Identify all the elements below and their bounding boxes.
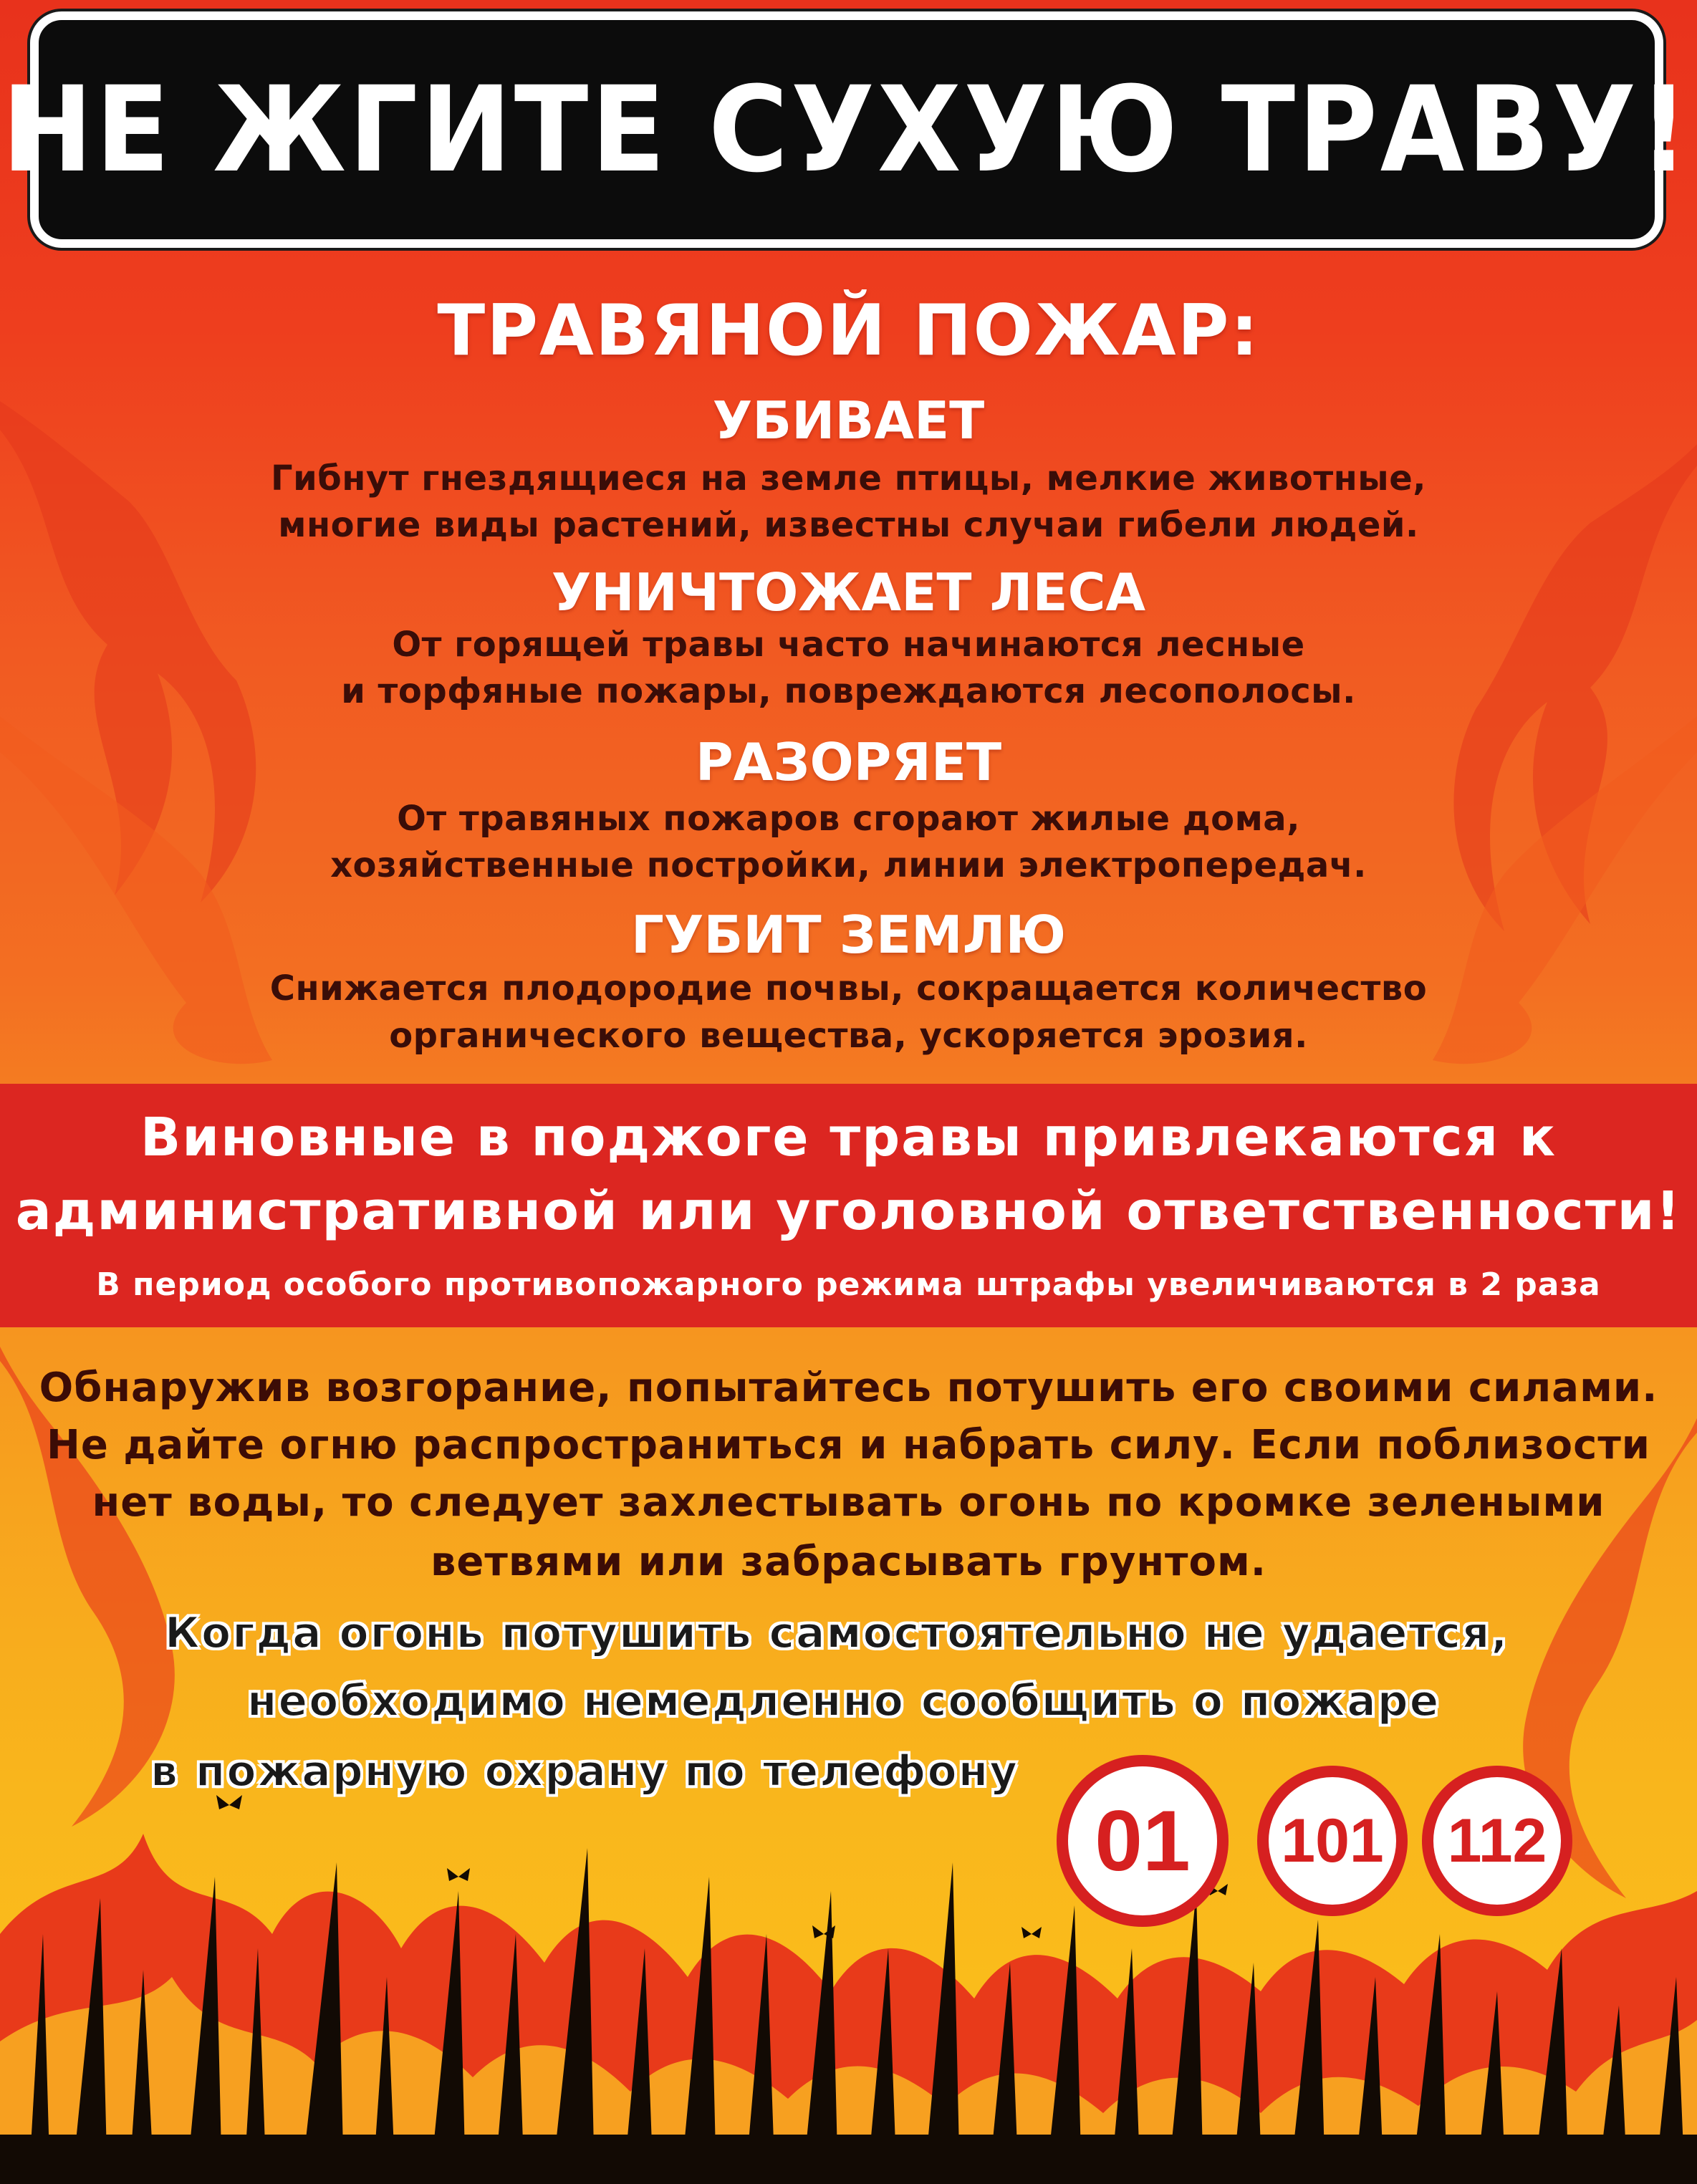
section-text-kills-line1: Гибнут гнездящиеся на земле птицы, мелкие животные, xyxy=(271,458,1426,499)
penalty-line-2: административной или уголовной ответственности! xyxy=(15,1180,1682,1242)
advice-line-1: Обнаружив возгорание, попытайтесь потушить его своими силами. xyxy=(39,1365,1658,1411)
call-line-2: необходимо немедленно сообщить о пожаре xyxy=(247,1676,1441,1726)
section-text-soil-line2: органического вещества, ускоряется эрозия. xyxy=(389,1016,1308,1056)
section-text-soil-line1: Снижается плодородие почвы, сокращается количество xyxy=(269,968,1428,1009)
flame-left-mid xyxy=(0,1347,175,1827)
advice-line-3: нет воды, то следует захлестывать огонь по кромке зелеными xyxy=(92,1479,1605,1526)
section-heading-kills: УБИВАЕТ xyxy=(712,390,985,451)
penalty-line-1: Виновные в поджоге травы привлекаются к xyxy=(140,1107,1557,1168)
phone-number-01[interactable]: 01 xyxy=(1057,1755,1229,1927)
section-text-kills-line2: многие виды растений, известны случаи гибели людей. xyxy=(278,505,1419,545)
advice-line-4: ветвями или забрасывать грунтом. xyxy=(430,1539,1266,1585)
section-text-forests-line2: и торфяные пожары, повреждаются лесополосы. xyxy=(341,671,1356,711)
section-heading-soil: ГУБИТ ЗЕМЛЮ xyxy=(630,905,1066,965)
main-heading: ТРАВЯНОЙ ПОЖАР: xyxy=(437,290,1260,372)
penalty-fine-note: В период особого противопожарного режима штрафы увеличиваются в 2 раза xyxy=(96,1266,1601,1303)
section-text-forests-line1: От горящей травы часто начинаются лесные xyxy=(392,625,1305,665)
call-line-1: Когда огонь потушить самостоятельно не удается, xyxy=(165,1608,1509,1658)
section-text-ruins-line2: хозяйственные постройки, линии электропередач. xyxy=(330,845,1367,885)
phone-number-101[interactable]: 101 xyxy=(1257,1766,1408,1916)
section-heading-forests: УНИЧТОЖАЕТ ЛЕСА xyxy=(551,562,1146,622)
call-line-3: в пожарную охрану по телефону xyxy=(150,1746,1019,1796)
phone-number-112[interactable]: 112 xyxy=(1422,1766,1572,1916)
title-banner xyxy=(1,11,1692,248)
page-title: НЕ ЖГИТЕ СУХУЮ ТРАВУ! xyxy=(1,61,1692,198)
section-text-ruins-line1: От травяных пожаров сгорают жилые дома, xyxy=(397,799,1300,839)
advice-line-2: Не дайте огню распространиться и набрать силу. Если поблизости xyxy=(46,1422,1651,1468)
section-heading-ruins: РАЗОРЯЕТ xyxy=(695,732,1002,792)
